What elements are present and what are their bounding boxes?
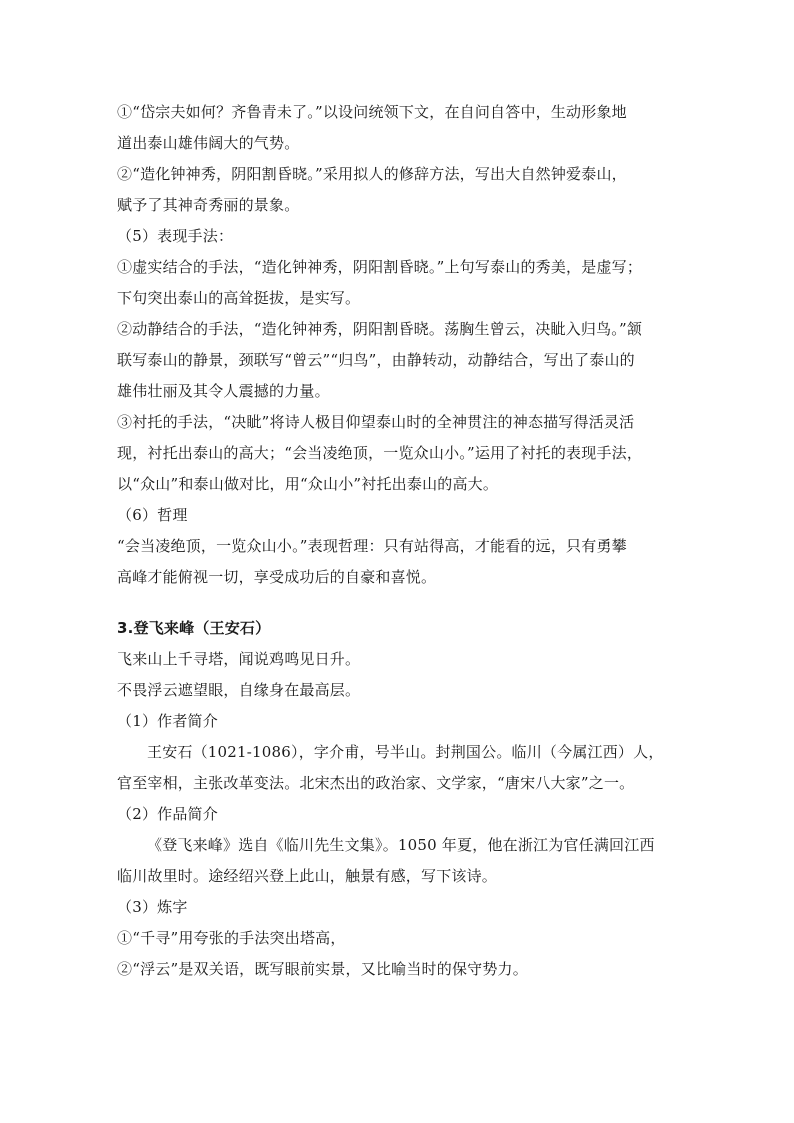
paragraph-line: 官至宰相，主张改革变法。北宋杰出的政治家、文学家，“唐宋八大家”之一。: [117, 774, 635, 792]
paragraph-line: 联写泰山的静景，颈联写“曾云”“归鸟”，由静转动，动静结合，写出了泰山的: [117, 351, 635, 369]
paragraph-line: 赋予了其神奇秀丽的景象。: [117, 196, 300, 214]
paragraph-line: 以“众山”和泰山做对比，用“众山小”衬托出泰山的高大。: [117, 475, 499, 493]
paragraph-line: 现，衬托出泰山的高大；“会当凌绝顶，一览众山小。”运用了衬托的表现手法，: [117, 444, 643, 462]
poem-line: 飞来山上千寻塔，闻说鸡鸣见日升。: [117, 650, 361, 668]
paragraph-line: “会当凌绝顶，一览众山小。”表现哲理：只有站得高，才能看的远，只有勇攀: [117, 537, 627, 555]
section-heading: （6）哲理: [117, 506, 188, 524]
section-heading: （2）作品简介: [117, 805, 218, 823]
paragraph-line: 下句突出泰山的高耸挺拔，是实写。: [117, 289, 361, 307]
spacer: [117, 593, 677, 613]
paragraph-line: ②动静结合的手法，“造化钟神秀，阴阳割昏晓。荡胸生曾云，决眦入归鸟。”颔: [117, 320, 643, 338]
document-body: [117, 97, 677, 985]
paragraph-line: 《登飞来峰》选自《临川先生文集》。1050 年夏，他在浙江为官任满回江西: [147, 836, 655, 854]
poem-line: 不畏浮云遮望眼，自缘身在最高层。: [117, 681, 361, 699]
paragraph-line: 王安石（1021-1086），字介甫，号半山。封荆国公。临川（今属江西）人，: [147, 743, 664, 761]
poem-title: 3.登飞来峰（王安石）: [117, 619, 271, 637]
paragraph-line: ①“千寻”用夸张的手法突出塔高，: [117, 929, 346, 947]
section-heading: （3）炼字: [117, 898, 188, 916]
section-heading: （5）表现手法：: [117, 227, 234, 245]
paragraph-line: 临川故里时。途经绍兴登上此山，触景有感，写下该诗。: [117, 867, 498, 885]
paragraph-line: ①虚实结合的手法，“造化钟神秀，阴阳割昏晓。”上句写泰山的秀美，是虚写；: [117, 258, 643, 276]
paragraph-line: 道出泰山雄伟阔大的气势。: [117, 134, 300, 152]
section-heading: （1）作者简介: [117, 712, 218, 730]
paragraph-line: ③衬托的手法，“决眦”将诗人极目仰望泰山时的全神贯注的神态描写得活灵活: [117, 413, 635, 431]
paragraph-line: ②“造化钟神秀，阴阳割昏晓。”采用拟人的修辞方法，写出大自然钟爱泰山，: [117, 165, 627, 183]
paragraph-line: ①“岱宗夫如何？齐鲁青未了。”以设问统领下文，在自问自答中，生动形象地: [117, 103, 627, 121]
paragraph-line: 高峰才能俯视一切，享受成功后的自豪和喜悦。: [117, 568, 437, 586]
paragraph-line: 雄伟壮丽及其令人震撼的力量。: [117, 382, 330, 400]
paragraph-line: ②“浮云”是双关语，既写眼前实景，又比喻当时的保守势力。: [117, 960, 528, 978]
